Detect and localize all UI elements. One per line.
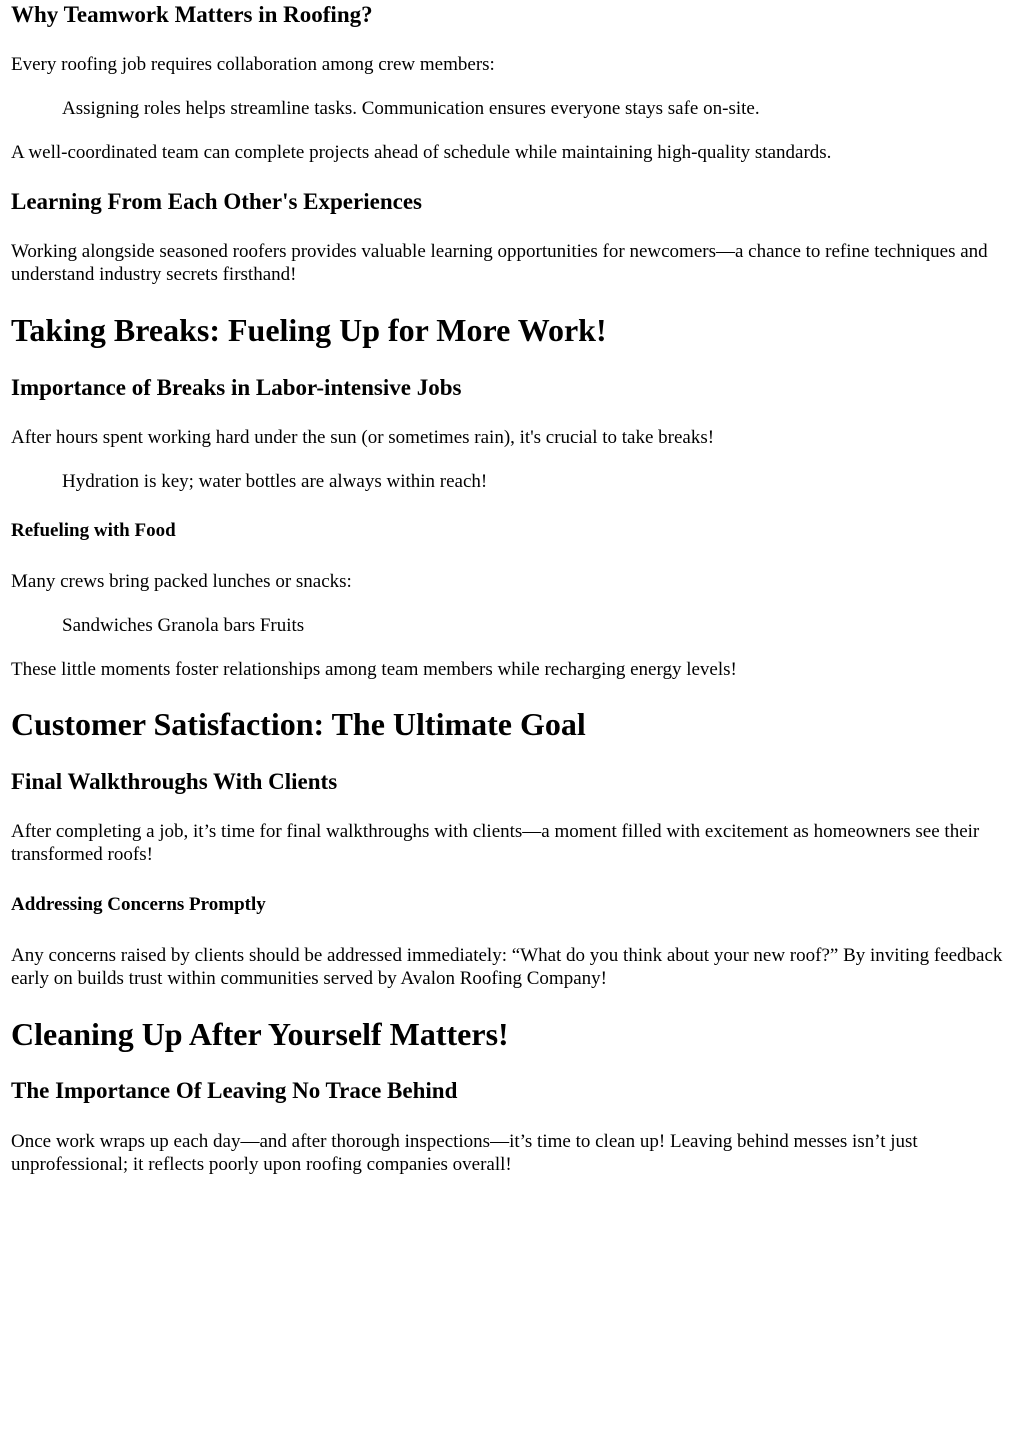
walkthrough-heading: Final Walkthroughs With Clients [11, 769, 338, 794]
learning-heading: Learning From Each Other's Experiences [11, 189, 422, 214]
concerns-heading: Addressing Concerns Promptly [11, 894, 266, 915]
breaks-importance-heading: Importance of Breaks in Labor-intensive Jobs [11, 375, 462, 400]
learning-body: Working alongside seasoned roofers provides valuable learning opportunities for newcomers—a chance to refine techniques and understand industry secrets firsthand! [11, 241, 988, 285]
trace-body: Once work wraps up each day—and after thorough inspections—it’s time to clean up! Leaving behind messes isn’t just unprofessional; it reflects poorly upon roofing companies overall! [11, 1131, 918, 1175]
customer-title: Customer Satisfaction: The Ultimate Goal [11, 706, 586, 742]
food-outro: These little moments foster relationships among team members while recharging energy levels! [11, 659, 737, 680]
food-list: Sandwiches Granola bars Fruits [62, 615, 305, 636]
concerns-body: Any concerns raised by clients should be addressed immediately: “What do you think about your new roof?” By inviting feedback early on builds trust within communities served by Avalon Roofing Company! [11, 945, 1003, 989]
teamwork-heading: Why Teamwork Matters in Roofing? [11, 2, 373, 27]
food-intro: Many crews bring packed lunches or snacks: [11, 571, 352, 592]
breaks-importance-list: Hydration is key; water bottles are always within reach! [62, 471, 488, 492]
teamwork-intro: Every roofing job requires collaboration among crew members: [11, 54, 495, 75]
breaks-importance-body: After hours spent working hard under the sun (or sometimes rain), it's crucial to take breaks! [11, 427, 715, 448]
trace-heading: The Importance Of Leaving No Trace Behind [11, 1078, 458, 1103]
teamwork-outro: A well-coordinated team can complete projects ahead of schedule while maintaining high-quality standards. [11, 142, 832, 163]
walkthrough-body: After completing a job, it’s time for final walkthroughs with clients—a moment filled with excitement as homeowners see their transformed roofs! [11, 821, 980, 865]
cleanup-title: Cleaning Up After Yourself Matters! [11, 1016, 509, 1052]
food-heading: Refueling with Food [11, 520, 176, 541]
breaks-title: Taking Breaks: Fueling Up for More Work! [11, 312, 607, 348]
teamwork-list: Assigning roles helps streamline tasks. Communication ensures everyone stays safe on-site. [62, 98, 760, 119]
